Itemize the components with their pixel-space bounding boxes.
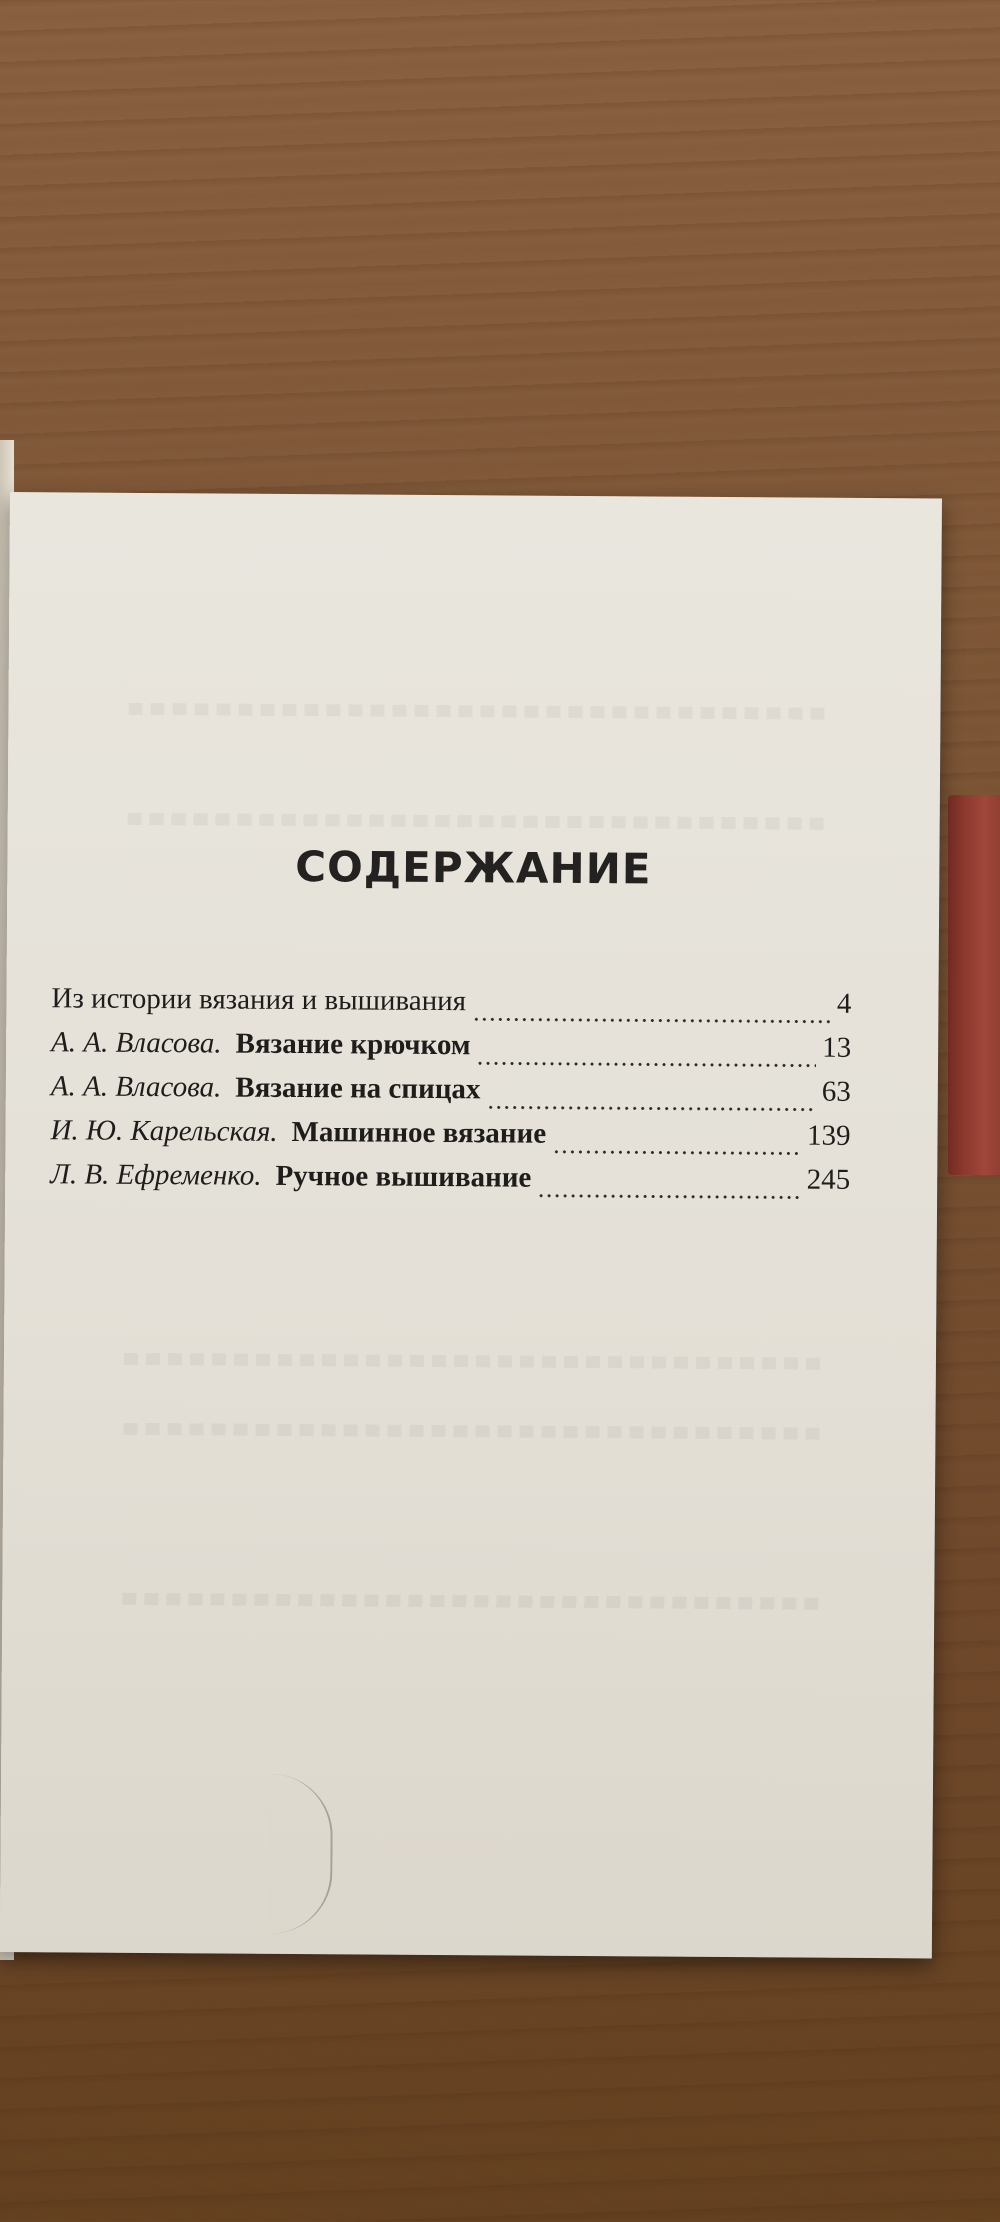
page-number: 245 xyxy=(806,1163,851,1196)
toc-entry xyxy=(51,1026,851,1076)
toc-entry xyxy=(51,982,851,1032)
toc-entry xyxy=(50,1114,850,1164)
contents-heading: СОДЕРЖАНИЕ xyxy=(295,842,652,894)
dot-leader xyxy=(476,1061,816,1067)
page-number: 4 xyxy=(836,987,852,1020)
show-through-text xyxy=(123,1423,823,1440)
entry-title: Из истории вязания и вышивания xyxy=(51,982,467,1018)
dot-leader xyxy=(552,1150,801,1156)
page-number: 13 xyxy=(822,1031,852,1064)
entry-title: Вязание на спицах xyxy=(235,1071,481,1106)
page-number: 139 xyxy=(806,1119,851,1152)
table-of-contents xyxy=(50,982,852,1208)
pencil-mark xyxy=(270,1774,333,1934)
entry-author: И. Ю. Карельская. xyxy=(50,1114,278,1148)
entry-title: Ручное вышивание xyxy=(275,1159,532,1194)
red-book-spine xyxy=(948,795,1000,1175)
page-number: 63 xyxy=(821,1075,851,1108)
entry-author: А. А. Власова. xyxy=(50,1070,222,1104)
show-through-text xyxy=(128,703,828,720)
entry-author: А. А. Власова. xyxy=(51,1026,222,1060)
toc-entry xyxy=(50,1158,850,1208)
toc-entry xyxy=(51,1070,851,1120)
entry-title: Машинное вязание xyxy=(291,1115,547,1150)
dot-leader xyxy=(486,1105,815,1111)
entry-author: Л. В. Ефременко. xyxy=(50,1158,262,1192)
dot-leader xyxy=(537,1194,800,1200)
show-through-text xyxy=(128,813,828,830)
entry-title: Вязание крючком xyxy=(235,1027,471,1062)
show-through-text xyxy=(122,1593,822,1610)
show-through-text xyxy=(124,1353,824,1370)
dot-leader xyxy=(472,1017,831,1024)
book-page xyxy=(0,492,942,1958)
